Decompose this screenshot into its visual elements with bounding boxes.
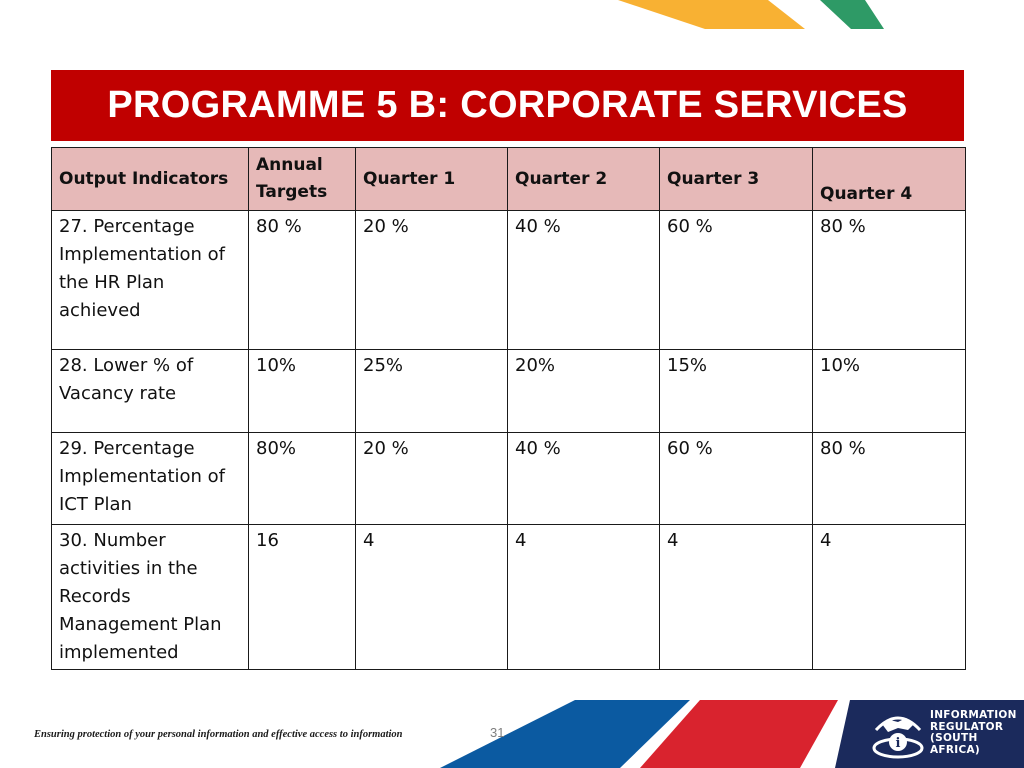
regulator-seal-icon [868,708,928,764]
header-quarter-4: Quarter 4 [813,148,966,211]
cell-quarter-1: 25% [356,350,508,433]
regulator-logo-text [930,710,1024,756]
svg-text:i: i [895,736,901,751]
cell-indicator: 30. Number activities in the Records Management Plan implemented [52,525,249,670]
logo-line-1: INFORMATION [930,709,1017,721]
green-stripe [820,0,884,29]
cell-quarter-1: 20 % [356,433,508,525]
cell-quarter-2: 40 % [508,211,660,350]
header-quarter-1: Quarter 1 [356,148,508,211]
table-row [52,211,966,350]
page-title: PROGRAMME 5 B: CORPORATE SERVICES [107,84,908,126]
table-header-row [52,148,966,211]
cell-quarter-3: 15% [660,350,813,433]
cell-annual-target: 80 % [249,211,356,350]
cell-annual-target: 80% [249,433,356,525]
table-row [52,433,966,525]
cell-quarter-4: 80 % [813,433,966,525]
cell-annual-target: 16 [249,525,356,670]
logo-line-3: (SOUTH AFRICA) [930,732,981,756]
header-quarter-3: Quarter 3 [660,148,813,211]
cell-indicator: 27. Percentage Implementation of the HR Plan achieved [52,211,249,350]
yellow-stripe [618,0,805,29]
title-banner [51,70,964,141]
cell-quarter-2: 40 % [508,433,660,525]
cell-quarter-3: 60 % [660,433,813,525]
cell-quarter-4: 10% [813,350,966,433]
cell-quarter-3: 60 % [660,211,813,350]
table-row [52,525,966,670]
page-number: 31 [490,725,505,740]
cell-quarter-2: 4 [508,525,660,670]
targets-table [51,147,966,670]
cell-indicator: 29. Percentage Implementation of ICT Plan [52,433,249,525]
cell-quarter-1: 20 % [356,211,508,350]
cell-quarter-4: 80 % [813,211,966,350]
cell-quarter-3: 4 [660,525,813,670]
header-quarter-2: Quarter 2 [508,148,660,211]
cell-indicator: 28. Lower % of Vacancy rate [52,350,249,433]
table-row [52,350,966,433]
footer-tagline: Ensuring protection of your personal information and effective access to information [34,729,403,740]
top-decorative-stripes [0,0,1024,40]
cell-quarter-4: 4 [813,525,966,670]
header-output-indicators: Output Indicators [52,148,249,211]
logo-line-2: REGULATOR [930,720,1004,733]
cell-quarter-1: 4 [356,525,508,670]
cell-quarter-2: 20% [508,350,660,433]
cell-annual-target: 10% [249,350,356,433]
header-annual-targets: Annual Targets [249,148,356,211]
